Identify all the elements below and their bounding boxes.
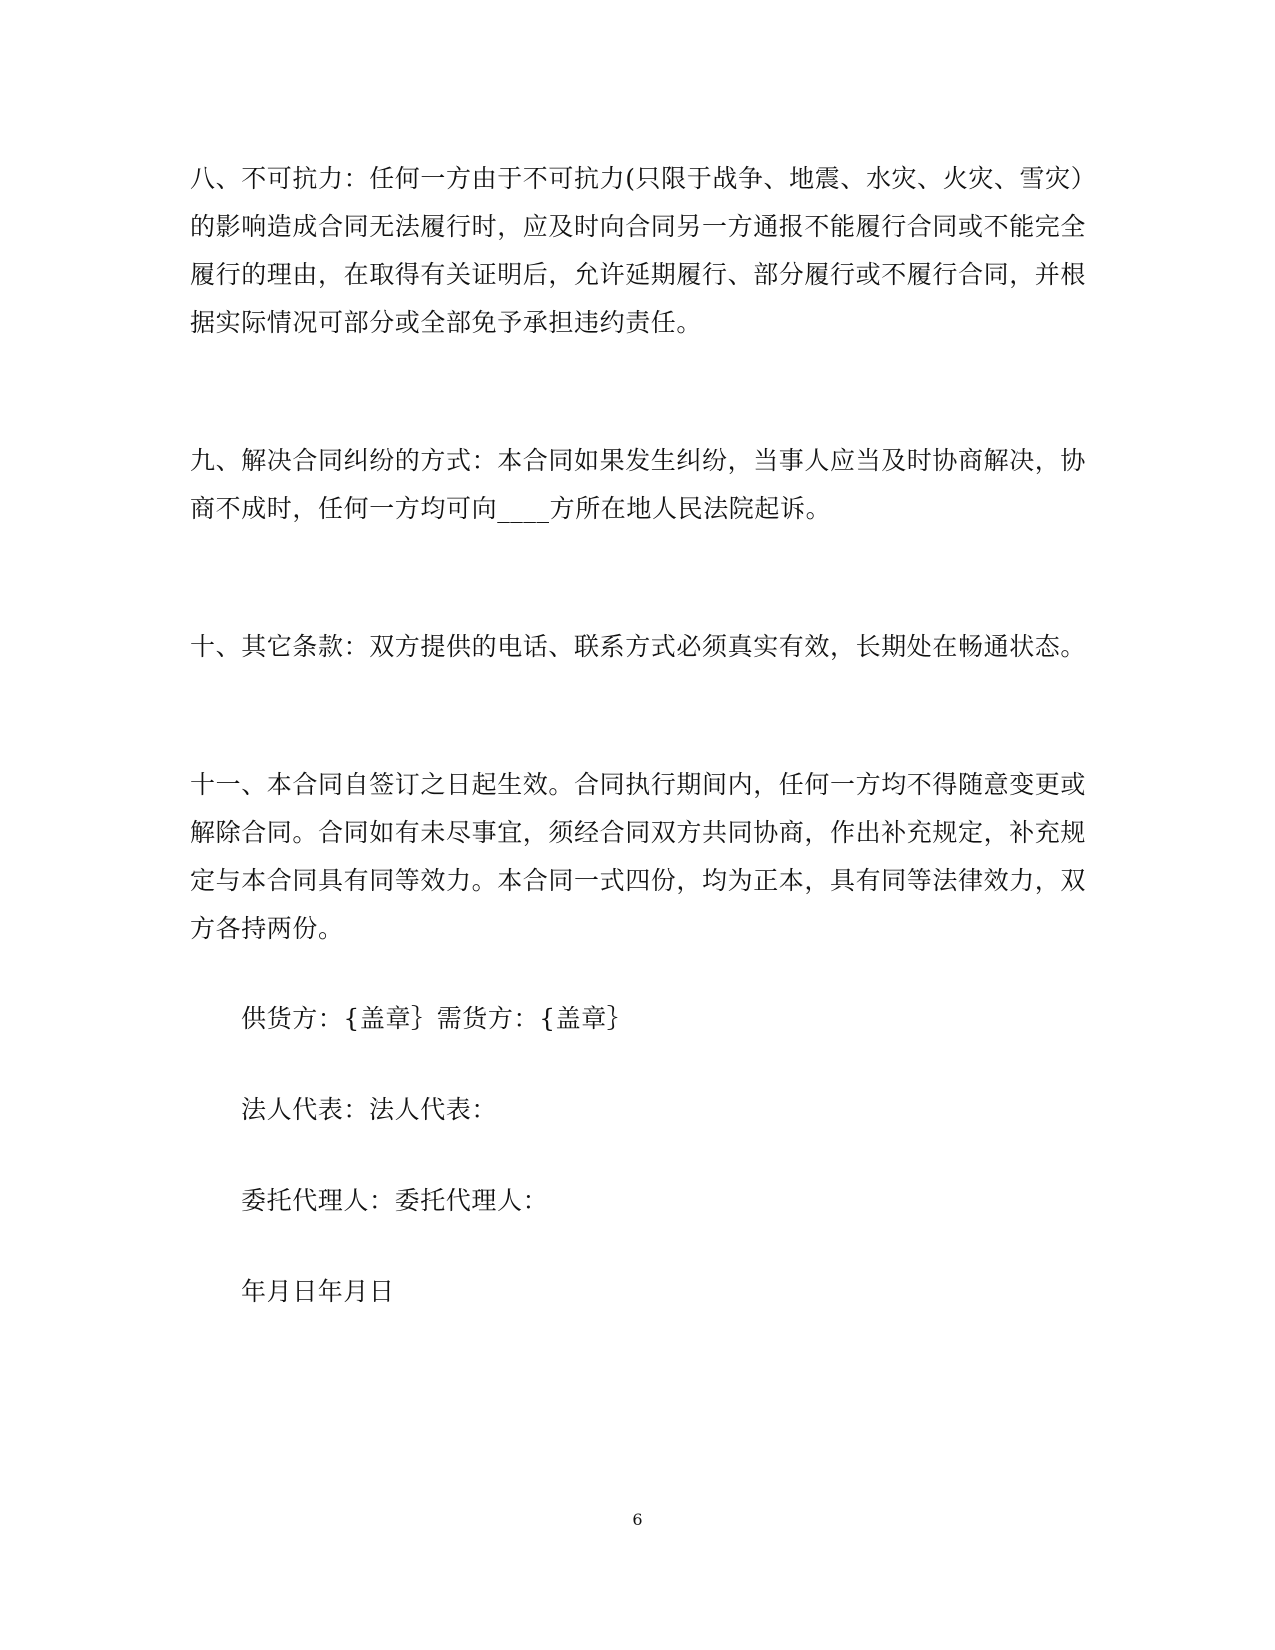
- clause-10-line-1: 十、其它条款：双方提供的电话、联系方式必须真实有效，长期处在畅通状态。: [190, 632, 1087, 661]
- clause-11-line-4: 方各持两份。: [190, 914, 344, 943]
- clause-8-line-3: 履行的理由，在取得有关证明后，允许延期履行、部分履行或不履行合同，并根: [190, 260, 1087, 289]
- page-number: 6: [632, 1510, 643, 1529]
- clause-9-line-1: 九、解决合同纠纷的方式：本合同如果发生纠纷，当事人应当及时协商解决，协: [190, 446, 1087, 475]
- clause-11-line-1: 十一、本合同自签订之日起生效。合同执行期间内，任何一方均不得随意变更或: [190, 770, 1087, 799]
- signature-date: 年月日年月日: [241, 1277, 395, 1306]
- clause-8-line-4: 据实际情况可部分或全部免予承担违约责任。: [190, 308, 703, 337]
- signature-agent: 委托代理人：委托代理人：: [241, 1186, 549, 1215]
- signature-legal-rep: 法人代表：法人代表：: [241, 1095, 498, 1124]
- clause-11-line-3: 定与本合同具有同等效力。本合同一式四份，均为正本，具有同等法律效力，双: [190, 866, 1087, 895]
- signature-parties: 供货方：{盖章｝需货方：{盖章｝: [241, 1004, 633, 1033]
- clause-8-line-2: 的影响造成合同无法履行时，应及时向合同另一方通报不能履行合同或不能完全: [190, 212, 1087, 241]
- clause-9-line-2: 商不成时，任何一方均可向____方所在地人民法院起诉。: [190, 494, 832, 523]
- clause-11-line-2: 解除合同。合同如有未尽事宜，须经合同双方共同协商，作出补充规定，补充规: [190, 818, 1087, 847]
- clause-8-line-1: 八、不可抗力：任何一方由于不可抗力(只限于战争、地震、水灾、火灾、雪灾）: [190, 164, 1097, 193]
